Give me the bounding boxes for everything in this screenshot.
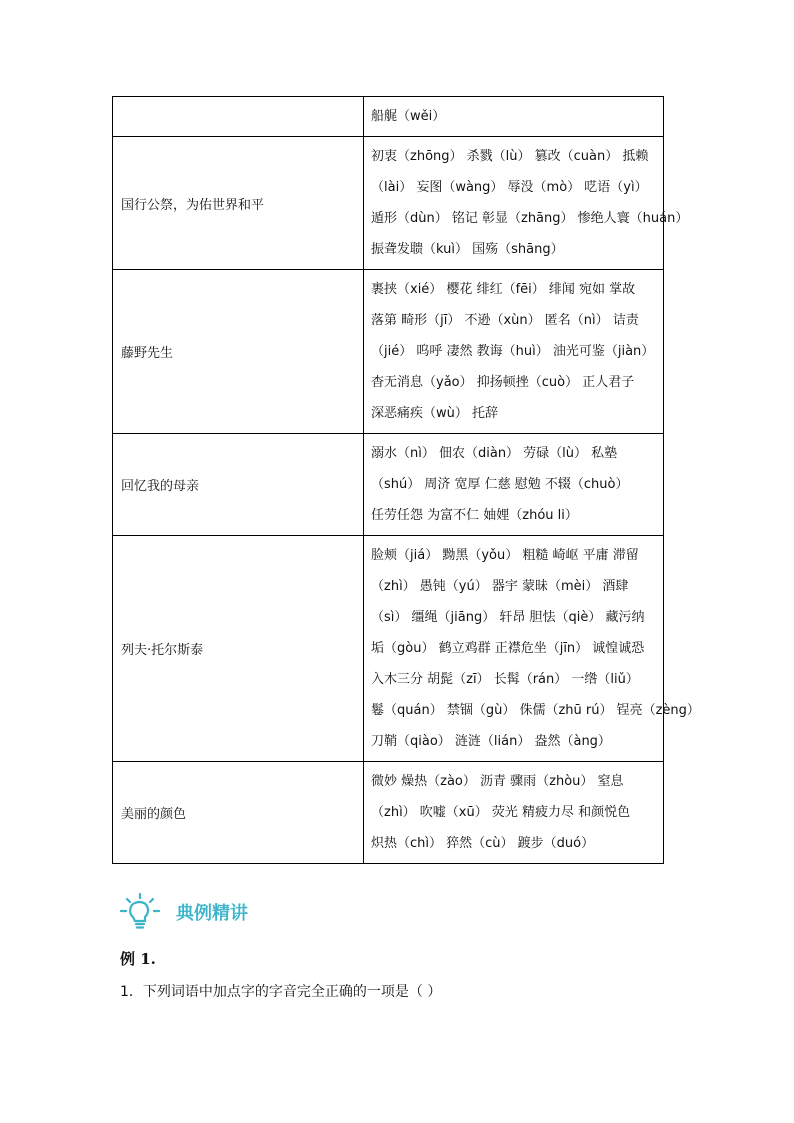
vocabulary-line: 微妙 燥热（zào） 沥青 骤雨（zhòu） 窒息 (371, 774, 624, 789)
question-text: 1．下列词语中加点字的字音完全正确的一项是（ ） (120, 984, 442, 1000)
vocabulary-cell (364, 434, 664, 536)
vocabulary-line: 垢（gòu） 鹤立鸡群 正襟危坐（jīn） 诚惶诚恐 (371, 641, 645, 656)
vocabulary-cell (364, 137, 689, 270)
vocabulary-line: 溺水（nì） 佃农（diàn） 劳碌（lù） 私塾 (371, 446, 618, 461)
vocabulary-line: 炽热（chì） 猝然（cù） 踱步（duó） (371, 836, 595, 851)
table-row (113, 270, 664, 434)
vocabulary-line: （jié） 呜呼 凄然 教诲（huì） 油光可鉴（jiàn） (371, 344, 655, 359)
section-title: 典例精讲 (176, 903, 248, 924)
lesson-title-cell: 藤野先生 (113, 270, 364, 434)
table-row (113, 137, 664, 270)
vocabulary-line: 振聋发聩（kuì） 国殇（shāng） (371, 242, 564, 257)
vocabulary-cell (364, 97, 664, 137)
lesson-title-cell: 国行公祭，为佑世界和平 (113, 137, 364, 270)
table-row (113, 762, 664, 864)
vocabulary-line: 落第 畸形（jī） 不逊（xùn） 匿名（nì） 诘责 (371, 313, 639, 328)
lesson-title-cell (113, 97, 364, 137)
table-row (113, 536, 664, 762)
vocabulary-line: 鬈（quán） 禁锢（gù） 侏儒（zhū rú） 锃亮（zèng） (371, 703, 700, 718)
vocabulary-line: （lài） 妄图（wàng） 辱没（mò） 呓语（yì） (371, 180, 648, 195)
vocabulary-cell (364, 270, 664, 434)
vocabulary-line: 入木三分 胡髭（zī） 长髯（rán） 一绺（liǔ） (371, 672, 639, 687)
vocabulary-line: （zhì） 愚钝（yú） 器宇 蒙昧（mèi） 酒肆 (371, 579, 629, 594)
vocabulary-line: 船艉（wěi） (371, 109, 446, 124)
vocabulary-line: 遁形（dùn） 铭记 彰显（zhāng） 惨绝人寰（huán） (371, 211, 689, 226)
example-label: 例 1. (120, 950, 156, 968)
table-row (113, 434, 664, 536)
vocabulary-line: 任劳任怨 为富不仁 妯娌（zhóu li） (371, 508, 578, 523)
vocabulary-line: 深恶痛疾（wù） 托辞 (371, 406, 499, 421)
vocabulary-cell (364, 762, 664, 864)
vocabulary-line: （shú） 周济 宽厚 仁慈 慰勉 不辍（chuò） (371, 477, 629, 492)
lesson-title-cell: 列夫·托尔斯泰 (113, 536, 364, 762)
vocabulary-line: 刀鞘（qiào） 涟涟（lián） 盎然（àng） (371, 734, 611, 749)
lesson-title-cell: 美丽的颜色 (113, 762, 364, 864)
vocabulary-line: 脸颊（jiá） 黝黑（yǒu） 粗糙 崎岖 平庸 滞留 (371, 548, 639, 563)
vocabulary-line: （zhì） 吹嘘（xū） 荧光 精疲力尽 和颜悦色 (371, 805, 631, 820)
vocabulary-line: （sì） 缰绳（jiāng） 轩昂 胆怯（qiè） 藏污纳 (371, 610, 645, 625)
vocabulary-line: 初衷（zhōng） 杀戮（lù） 篡改（cuàn） 抵赖 (371, 149, 649, 164)
lesson-title-cell: 回忆我的母亲 (113, 434, 364, 536)
section-header (118, 892, 248, 932)
vocabulary-cell (364, 536, 700, 762)
vocabulary-line: 裹挟（xié） 樱花 绯红（fēi） 绯闻 宛如 掌故 (371, 282, 636, 297)
vocabulary-table (112, 96, 700, 864)
table-row (113, 97, 664, 137)
lightbulb-icon (118, 892, 162, 932)
vocabulary-line: 杳无消息（yǎo） 抑扬顿挫（cuò） 正人君子 (371, 375, 635, 390)
